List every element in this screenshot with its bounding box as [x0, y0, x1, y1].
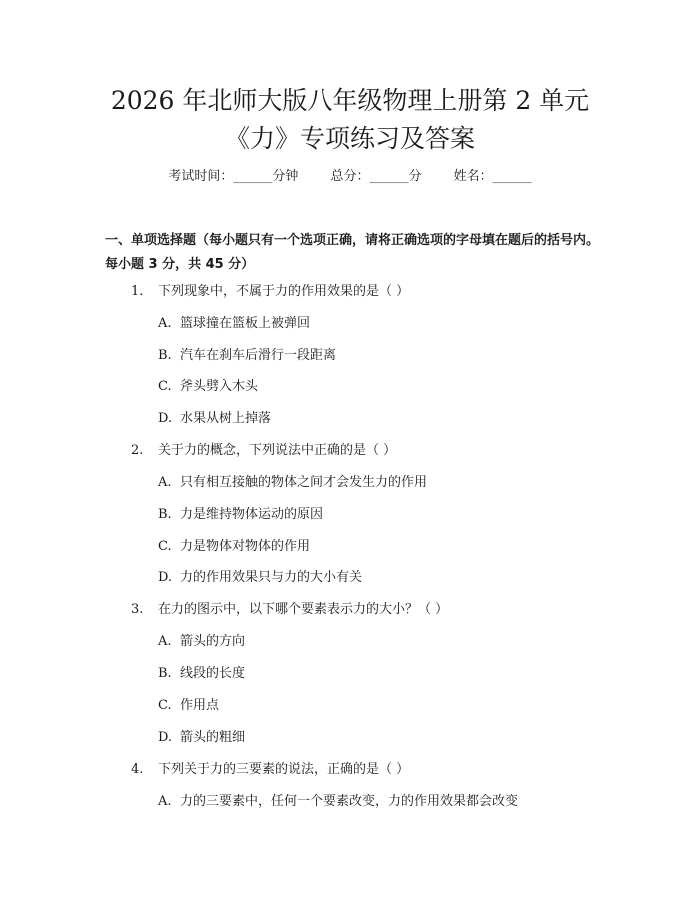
option-item — [158, 568, 362, 588]
option-letter: A. — [158, 316, 172, 331]
question-number: 3. — [131, 602, 144, 617]
exam-info — [0, 167, 700, 187]
option-text: 斧头劈入木头 — [180, 379, 259, 394]
option-item — [158, 505, 323, 525]
option-letter: C. — [158, 698, 172, 713]
option-text: 汽车在刹车后滑行一段距离 — [180, 348, 337, 363]
option-item — [158, 377, 258, 397]
option-letter: D. — [158, 411, 173, 426]
option-item — [158, 473, 427, 493]
option-text: 箭头的方向 — [180, 634, 246, 649]
question-text: 下列现象中，不属于力的作用效果的是（ ） — [158, 284, 410, 299]
option-letter: B. — [158, 507, 172, 522]
option-item — [158, 696, 219, 716]
exam-time: 考试时间：______分钟 — [168, 169, 299, 184]
question-text: 下列关于力的三要素的说法，正确的是（ ） — [158, 762, 410, 777]
option-letter: B. — [158, 666, 172, 681]
question-text: 在力的图示中，以下哪个要素表示力的大小？（ ） — [158, 602, 449, 617]
option-text: 力的三要素中，任何一个要素改变，力的作用效果都会改变 — [180, 794, 519, 809]
exam-name: 姓名：______ — [453, 169, 532, 184]
section-heading: 一、单项选择题（每小题只有一个选项正确，请将正确选项的字母填在题后的括号内。每小题 3 分，共 45 分） — [105, 233, 600, 272]
option-letter: A. — [158, 475, 172, 490]
option-item — [158, 537, 310, 557]
option-letter: C. — [158, 539, 172, 554]
option-item — [158, 632, 245, 652]
option-letter: D. — [158, 570, 173, 585]
option-letter: D. — [158, 730, 173, 745]
option-item — [158, 346, 336, 366]
exam-score: 总分：______分 — [330, 169, 422, 184]
option-letter: B. — [158, 348, 172, 363]
option-letter: A. — [158, 794, 172, 809]
option-text: 作用点 — [180, 698, 220, 713]
option-letter: A. — [158, 634, 172, 649]
option-text: 力的作用效果只与力的大小有关 — [180, 570, 363, 585]
option-text: 篮球撞在篮板上被弹回 — [180, 316, 311, 331]
question-number: 1. — [131, 284, 144, 299]
question-number: 2. — [131, 443, 144, 458]
question-text: 关于力的概念，下列说法中正确的是（ ） — [158, 443, 397, 458]
option-item — [158, 409, 271, 429]
option-text: 水果从树上掉落 — [180, 411, 272, 426]
option-item — [158, 792, 518, 812]
option-text: 线段的长度 — [180, 666, 246, 681]
option-item — [158, 664, 245, 684]
document-title-line-1: 2026 年北师大版八年级物理上册第 2 单元 — [110, 86, 590, 115]
option-text: 只有相互接触的物体之间才会发生力的作用 — [180, 475, 428, 490]
option-item — [158, 314, 310, 334]
option-letter: C. — [158, 379, 172, 394]
option-item — [158, 728, 245, 748]
option-text: 力是维持物体运动的原因 — [180, 507, 324, 522]
question-number: 4. — [131, 762, 144, 777]
document-title-line-2: 《力》专项练习及答案 — [224, 124, 475, 153]
option-text: 力是物体对物体的作用 — [180, 539, 311, 554]
option-text: 箭头的粗细 — [180, 730, 246, 745]
